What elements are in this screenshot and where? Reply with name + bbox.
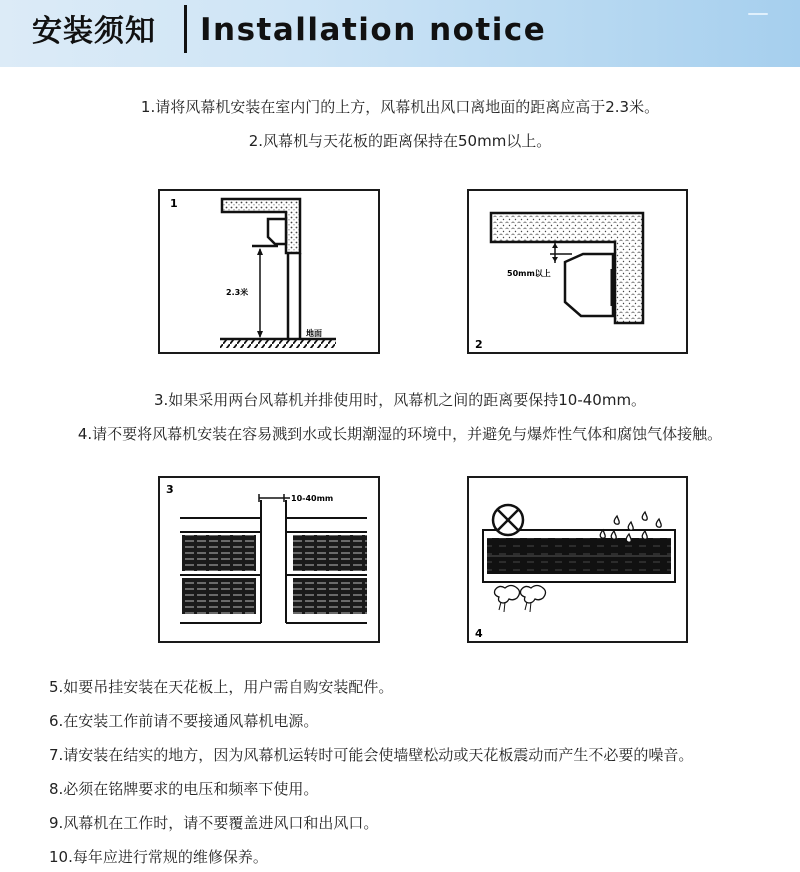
figure-1-height-diagram — [158, 189, 380, 354]
figure-2-ceiling-gap-diagram — [467, 189, 688, 354]
circle-x-icon — [493, 505, 523, 535]
notice-7: 7.请安装在结实的地方，因为风幕机运转时可能会使墙壁松动或天花板震动而产生不必要的噪音。 — [49, 746, 694, 764]
figure-3-gap-label: 10-40mm — [291, 494, 334, 503]
notice-4: 4.请不要将风幕机安装在容易溅到水或长期潮湿的环境中，并避免与爆炸性气体和腐蚀气体接触。 — [77, 425, 723, 443]
notice-5: 5.如要吊挂安装在天花板上，用户需自购安装配件。 — [49, 678, 394, 696]
title-chinese: 安装须知 — [32, 14, 156, 49]
figure-2-number: 2 — [475, 338, 483, 351]
notice-8: 8.必须在铭牌要求的电压和频率下使用。 — [49, 780, 319, 798]
header-banner — [0, 0, 800, 67]
title-divider — [184, 5, 187, 53]
notice-6: 6.在安装工作前请不要接通风幕机电源。 — [49, 712, 319, 730]
figure-1-ground-label: 地面 — [306, 329, 322, 338]
notice-2: 2.风幕机与天花板的距离保持在50mm以上。 — [248, 132, 552, 150]
figure-4-number: 4 — [475, 627, 483, 640]
notice-1: 1.请将风幕机安装在室内门的上方，风幕机出风口离地面的距离应高于2.3米。 — [140, 98, 660, 116]
figure-3-number: 3 — [166, 483, 174, 496]
notice-9: 9.风幕机在工作时，请不要覆盖进风口和出风口。 — [49, 814, 379, 832]
figure-1-height-label: 2.3米 — [226, 288, 249, 297]
figure-3-side-by-side-diagram — [158, 476, 380, 643]
notice-10: 10.每年应进行常规的维修保养。 — [49, 848, 268, 866]
figure-1-number: 1 — [170, 197, 178, 210]
figure-4-moisture-warning-diagram — [467, 476, 688, 643]
title-english: Installation notice — [200, 12, 547, 48]
header-glint — [748, 13, 768, 15]
gas-cloud-icon — [495, 586, 546, 613]
notice-3: 3.如果采用两台风幕机并排使用时，风幕机之间的距离要保持10-40mm。 — [153, 391, 647, 409]
figure-2-gap-label: 50mm以上 — [507, 269, 551, 278]
